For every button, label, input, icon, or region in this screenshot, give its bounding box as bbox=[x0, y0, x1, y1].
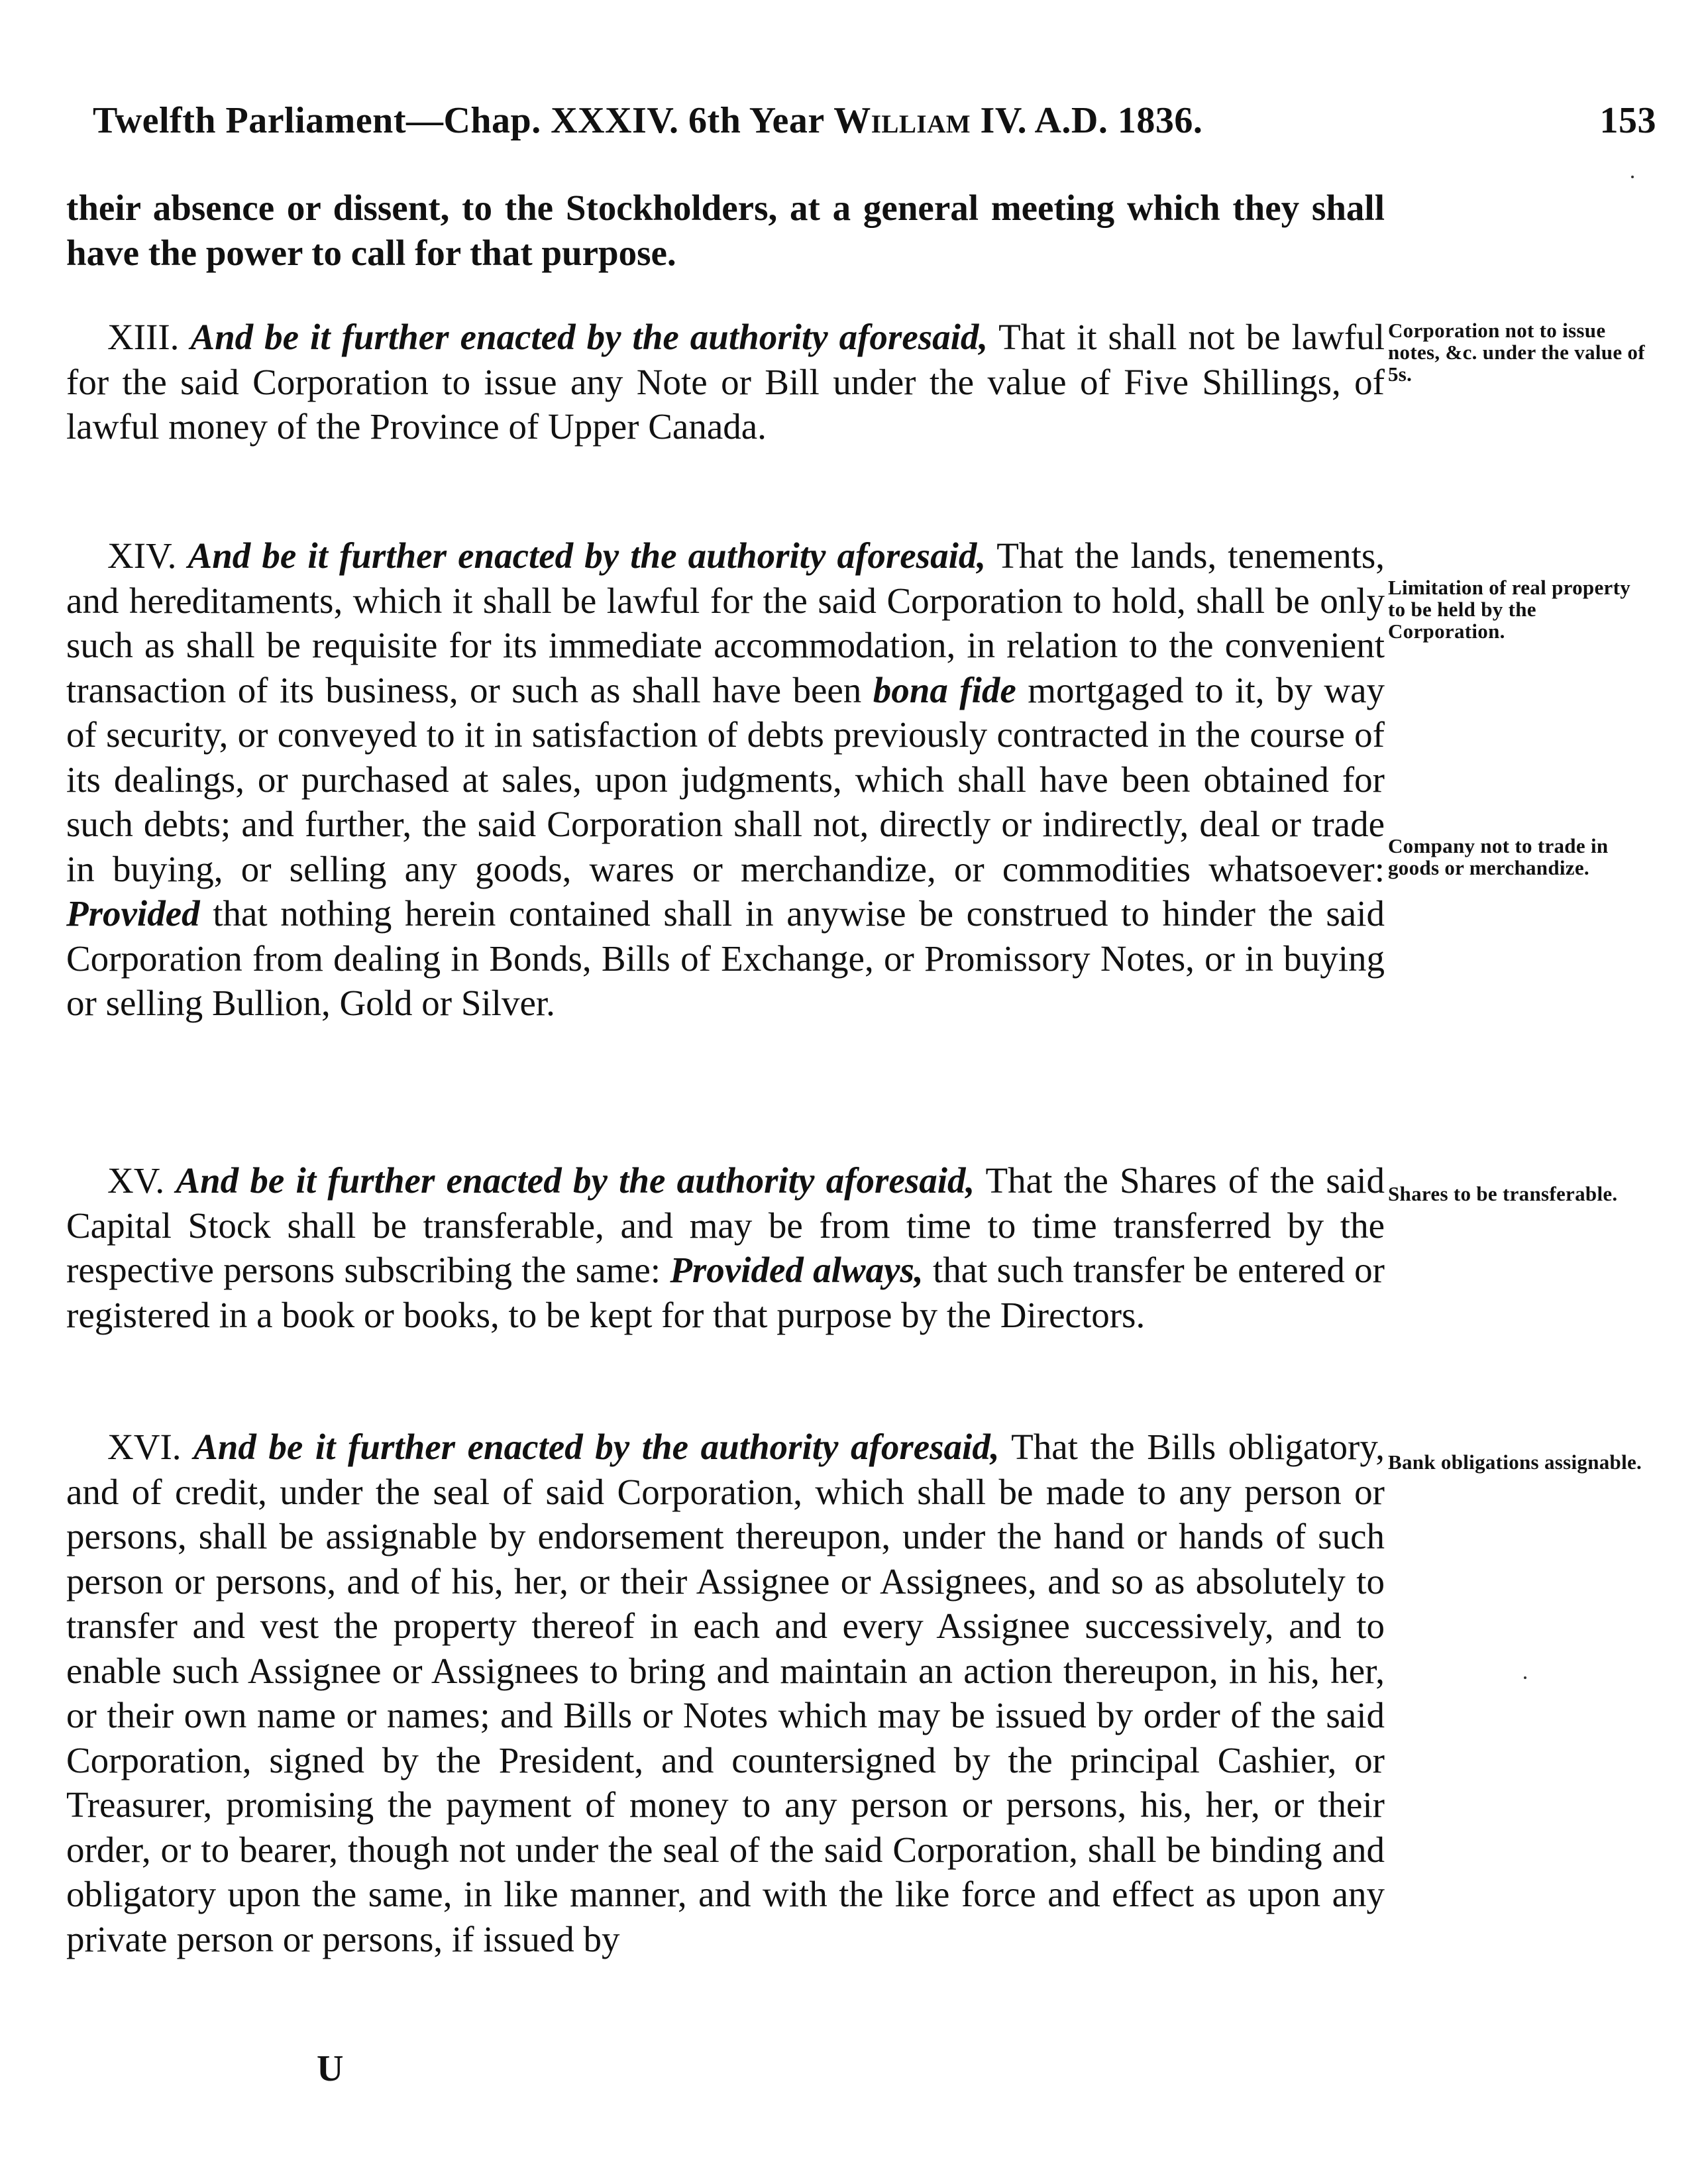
header-title: Twelfth Parliament—Chap. XXXIV. 6th Year William IV. A.D. 1836. bbox=[93, 100, 1203, 141]
bona-fide-phrase: bona fide bbox=[873, 669, 1016, 710]
section-15: XV. And be it further enacted by the authority aforesaid, That the Shares of the said Capital Stock shall be transferable, and may be from time to time transferred by the respective persons subscribing the same: Provided always, that such transfer be entered or registered in a book or books, to be kept for that purpose by the Directors. bbox=[66, 1160, 1385, 1335]
section-14: XIV. And be it further enacted by the authority aforesaid, That the lands, tenements, and hereditaments, which it shall be lawful for the said Corporation to hold, shall be only such as shall be requisite for its immediate accommodation, in relation to the convenient transaction of its business, or such as shall have been bona fide mortgaged to it, by way of security, or conveyed to it in satisfaction of debts previously contracted in the course of its dealings, or purchased at sales, upon judgments, which shall have been obtained for such debts; and further, the said Corporation shall not, directly or indirectly, deal or trade in buying, or selling any goods, wares or merchandize, or commodities whatsoever: Provided that nothing herein contained shall in anywise be construed to hinder the said Corporation from dealing in Bonds, Bills of Exchange, or Promissory Notes, or in buying or selling Bullion, Gold or Silver. bbox=[66, 535, 1385, 1023]
section-number: XVI. bbox=[107, 1427, 182, 1467]
continuation-paragraph: their absence or dissent, to the Stockholders, at a general meeting which they shall have the power to call for that purpose. bbox=[66, 188, 1385, 273]
section-16 bbox=[66, 1425, 1385, 1961]
margin-note-trade-goods: Company not to trade in goods or merchandize. bbox=[1388, 834, 1609, 879]
section-text: That the Bills obligatory, and of credit, under the seal of said Corporation, which shall be made to any person or persons, shall be assignable by endorsement thereupon, under the hand or hands of such person or persons, and of his, her, or their Assignee or Assignees, and so as absolutely to transfer and vest the property thereof in each and every Assignee successively, and to enable such Assignee or Assignees to bring and maintain an action thereupon, in his, her, or their own name or names; and Bills or Notes which may be issued by order of the said Corporation, signed by the President, and countersigned by the principal Cashier, or Treasurer, promising the payment of money to any person or persons, his, her, or their order, or to bearer, though not under the seal of the said Corporation, shall be binding and obligatory upon the same, in like manner, and with the like force and effect as upon any private person or persons, if issued by bbox=[66, 1427, 1385, 1959]
section-number: XIII. bbox=[107, 317, 180, 357]
margin-note-bank-obligations: Bank obligations assignable. bbox=[1388, 1450, 1642, 1474]
print-speck bbox=[1631, 176, 1634, 178]
page-number: 153 bbox=[1599, 100, 1656, 141]
running-header bbox=[66, 99, 1656, 152]
section-number: XIV. bbox=[107, 535, 177, 576]
proviso-word: Provided bbox=[66, 893, 200, 934]
signature-mark: U bbox=[317, 2048, 344, 2089]
margin-note-shares-transferable: Shares to be transferable. bbox=[1388, 1182, 1618, 1205]
print-speck bbox=[1524, 1676, 1526, 1679]
margin-note-notes-value: Corporation not to issue notes, &c. under the value of 5s. bbox=[1388, 319, 1645, 386]
section-text: That it shall not be lawful for the said Corporation to issue any Note or Bill under the value of Five Shillings, of lawful money of the Province of Upper Canada. bbox=[66, 317, 1385, 447]
header-king-name: William bbox=[833, 100, 971, 141]
enacting-formula: And be it further enacted by the authority aforesaid, bbox=[193, 1427, 1000, 1467]
proviso-phrase: Provided always, bbox=[670, 1250, 924, 1290]
enacting-formula: And be it further enacted by the authority aforesaid, bbox=[176, 1160, 975, 1201]
section-13 bbox=[66, 315, 1385, 449]
section-number: XV. bbox=[107, 1160, 165, 1201]
enacting-formula: And be it further enacted by the authority aforesaid, bbox=[190, 317, 988, 357]
enacting-formula: And be it further enacted by the authority aforesaid, bbox=[187, 535, 987, 576]
margin-note-real-property: Limitation of real property to be held by the Corporation. bbox=[1388, 576, 1630, 643]
